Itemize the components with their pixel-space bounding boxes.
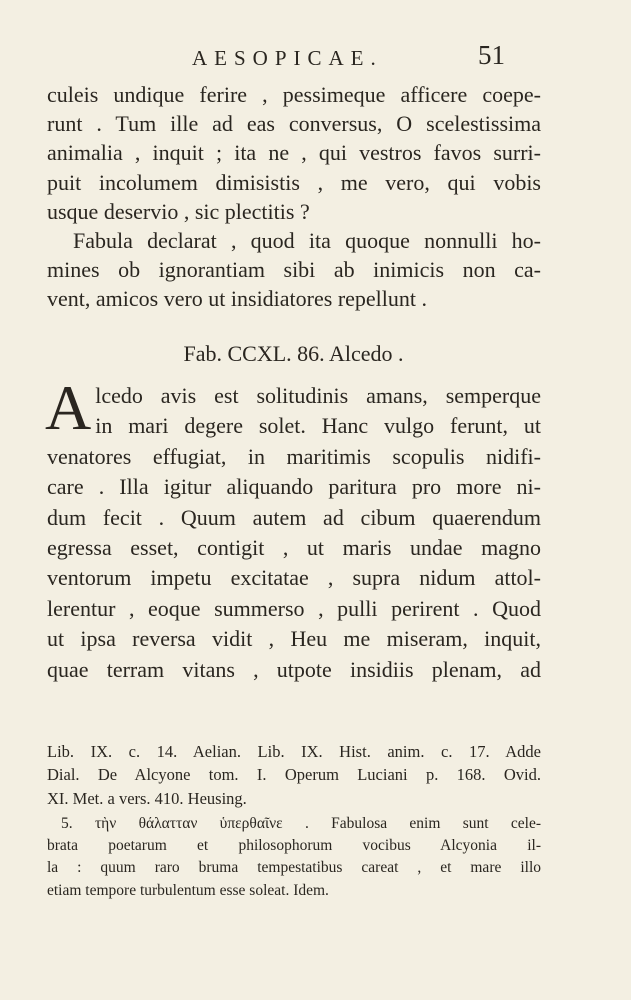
note-line: XI. Met. a vers. 410. Heusing. <box>47 788 247 808</box>
footnote-1 <box>47 740 541 810</box>
note-line: 5. τὴν θάλατταν ὑπερθαῖνε . Fabulosa enim sunt cele- <box>61 814 541 832</box>
fable-title-text: Fab. CCXL. 86. Alcedo . <box>183 341 404 366</box>
note-line: brata poetarum et philosophorum vocibus Alcyonia il- <box>47 837 541 855</box>
text-line: runt . Tum ille ad eas conversus, O scelestissima <box>47 111 541 137</box>
page-header <box>0 40 631 80</box>
note-line: etiam tempore turbulentum esse soleat. Idem. <box>47 881 329 899</box>
text-line: in mari degere solet. Hanc vulgo ferunt, ut <box>95 413 541 439</box>
running-title: AESOPICAE. <box>192 46 383 70</box>
text-line: culeis undique ferire , pessimeque afficere coepe- <box>47 82 541 107</box>
drop-cap: A <box>45 372 92 443</box>
text-line: lerentur , eoque summerso , pulli perirent . Quod <box>47 595 541 621</box>
text-line: venatores effugiat, in maritimis scopulis nidifi- <box>47 443 541 469</box>
footnote-2 <box>47 813 541 902</box>
footnotes <box>47 740 541 902</box>
continued-text-block <box>47 80 541 314</box>
page-number: 51 <box>478 40 505 70</box>
text-line: ut ipsa reversa vidit , Heu me miseram, inquit, <box>47 626 541 652</box>
text-line: ventorum impetu excitatae , supra nidum attol- <box>47 565 541 591</box>
text-line: lcedo avis est solitudinis amans, semperque <box>95 383 541 408</box>
text-line: dum fecit . Quum autem ad cibum quaerendum <box>47 504 541 530</box>
moral-line: vent, amicos vero ut insidiatores repellunt . <box>47 286 428 312</box>
moral-line: mines ob ignorantiam sibi ab inimicis non ca- <box>47 257 541 283</box>
text-line: animalia , inquit ; ita ne , qui vestros favos surri- <box>47 140 541 166</box>
moral-line: Fabula declarat , quod ita quoque nonnulli ho- <box>73 228 541 254</box>
note-line: Lib. IX. c. 14. Aelian. Lib. IX. Hist. anim. c. 17. Adde <box>47 742 541 761</box>
text-line: egressa esset, contigit , ut maris undae magno <box>47 535 541 561</box>
text-line: quae terram vitans , utpote insidiis plenam, ad <box>47 656 541 682</box>
fable-title <box>0 341 631 367</box>
fable-body <box>45 372 541 685</box>
text-line: care . Illa igitur aliquando paritura pro more ni- <box>47 474 541 500</box>
text-line: puit incolumem dimisistis , me vero, qui vobis <box>47 169 541 195</box>
note-line: Dial. De Alcyone tom. I. Operum Luciani p. 168. Ovid. <box>47 765 541 785</box>
note-line: la : quum raro bruma tempestatibus careat , et mare illo <box>47 859 541 877</box>
text-line: usque deservio , sic plectitis ? <box>47 198 310 224</box>
